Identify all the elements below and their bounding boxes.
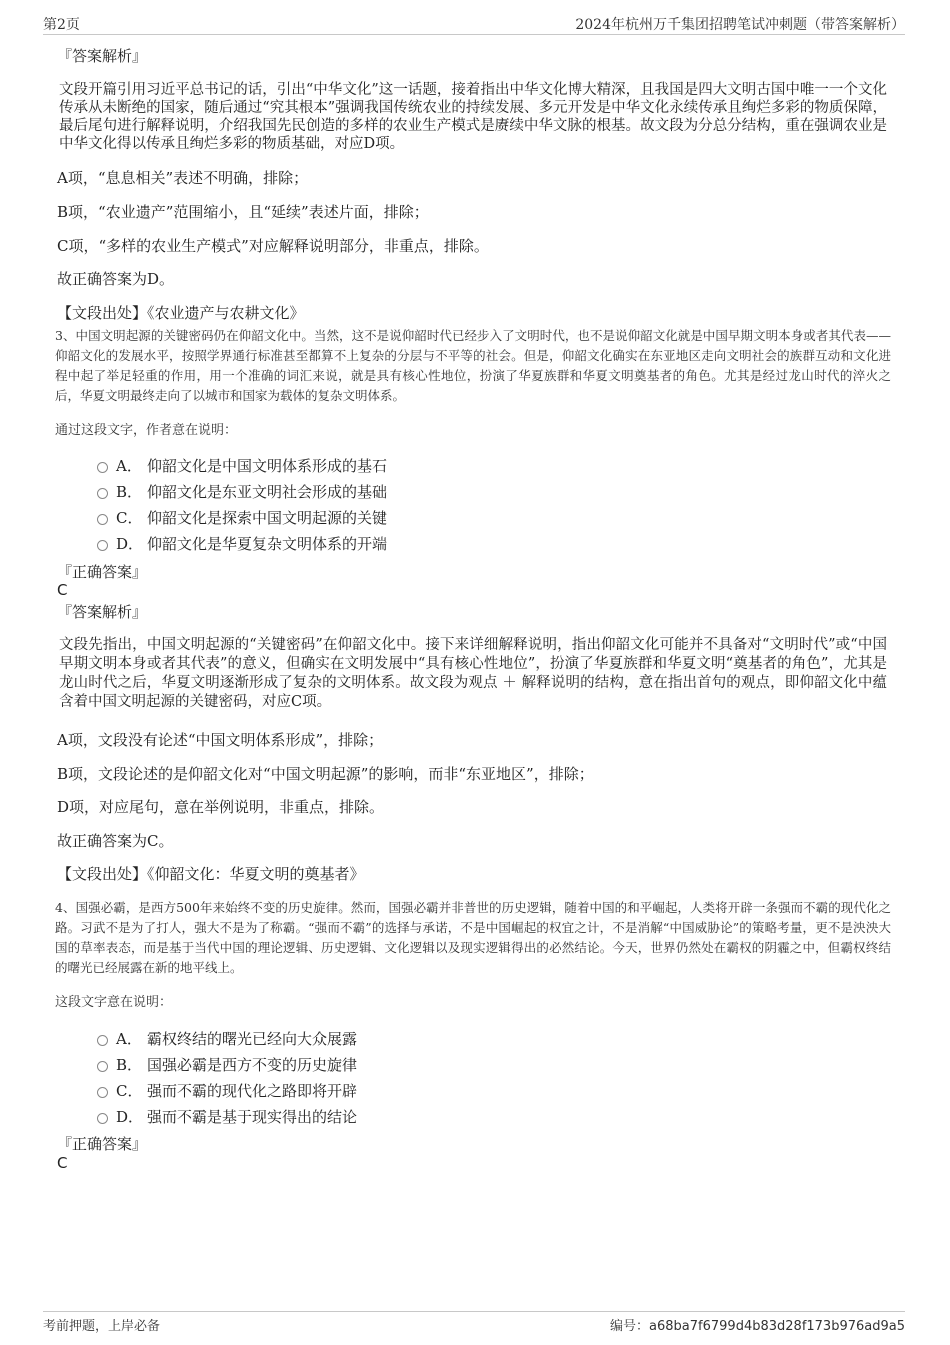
q3-option-c-text: 仰韶文化是探索中国文明起源的关键: [147, 509, 388, 527]
q3-option-b-label: B．: [116, 483, 143, 501]
page-footer: [43, 1311, 905, 1336]
q4-answer: C: [57, 1154, 68, 1172]
q2-source: 【文段出处】《农业遗产与农耕文化》: [57, 304, 305, 322]
document-id-label: 编号：: [610, 1319, 650, 1334]
footer-slogan: 考前押题，上岸必备: [43, 1319, 161, 1334]
radio-icon[interactable]: [97, 1035, 108, 1046]
q3-option-c-label: C．: [116, 509, 143, 527]
q4-prompt: 这段文字意在说明：: [55, 995, 173, 1010]
page-header: [43, 10, 905, 35]
q3-source: 【文段出处】《仰韶文化：华夏文明的奠基者》: [57, 865, 365, 883]
q3-option-a-label: A．: [116, 457, 142, 475]
q3-option-d-label: D．: [116, 535, 144, 553]
radio-icon[interactable]: [97, 1087, 108, 1098]
q4-option-b[interactable]: [97, 1054, 357, 1076]
q2-option-a-note: A项，“息息相关”表述不明确，排除；: [57, 169, 309, 187]
q3-option-d-note: D项，对应尾句，意在举例说明，非重点，排除。: [57, 798, 385, 816]
radio-icon[interactable]: [97, 1113, 108, 1124]
q4-option-d-text: 强而不霸是基于现实得出的结论: [147, 1108, 358, 1126]
q3-prompt: 通过这段文字，作者意在说明：: [55, 423, 238, 438]
radio-icon[interactable]: [97, 540, 108, 551]
document-title: 2024年杭州万千集团招聘笔试冲刺题（带答案解析）: [575, 17, 905, 33]
q3-analysis: 文段先指出，中国文明起源的“关键密码”在仰韶文化中。接下来详细解释说明，指出仰韶文化可能并不具备对“文明时代”或“中国早期文明本身或者其代表”的意义，但确实在文明发展中“具有核心性地位”，扮演了华夏族群和华夏文明“奠基者的角色”，尤其是龙山时代之后，华夏文明逐渐形成了复杂的文明体系。故文段为观点 ＋ 解释说明的结构，意在指出首句的观点，即仰韶文化中蕴含着中国文明起源的关键密码，对应C项。: [59, 637, 887, 710]
q4-option-b-label: B．: [116, 1056, 143, 1074]
q3-option-d[interactable]: [97, 533, 387, 555]
q4-option-a-label: A．: [116, 1030, 142, 1048]
q4-option-d[interactable]: [97, 1106, 357, 1128]
q4-option-c-label: C．: [116, 1082, 143, 1100]
q4-option-a[interactable]: [97, 1028, 357, 1050]
document-id-value: a68ba7f6799d4b83d28f173b976ad9a5: [649, 1319, 905, 1334]
q4-question-text: 4、国强必霸，是西方500年来始终不变的历史旋律。然而，国强必霸并非普世的历史逻辑，随着中国的和平崛起，人类将开辟一条强而不霸的现代化之路。习武不是为了打人，强大不是为了称霸。“强而不霸”的选择与承诺，不是中国崛起的权宜之计，不是消解“中国威胁论”的策略考量，更不是泱泱大国的草率表态，而是基于当代中国的理论逻辑、历史逻辑、文化逻辑以及现实逻辑得出的必然结论。今天，世界仍然处在霸权的阴霾之中，但霸权终结的曙光已经展露在新的地平线上。: [55, 900, 891, 975]
q4-option-c-text: 强而不霸的现代化之路即将开辟: [147, 1082, 358, 1100]
q3-option-b-text: 仰韶文化是东亚文明社会形成的基础: [147, 483, 388, 501]
page-number: 第2页: [43, 17, 80, 33]
q3-answer-label: 『正确答案』: [57, 563, 148, 581]
q3-option-a-note: A项，文段没有论述“中国文明体系形成”，排除；: [57, 731, 384, 749]
q3-conclusion: 故正确答案为C。: [57, 832, 174, 850]
q4-option-c[interactable]: [97, 1080, 357, 1102]
q4-answer-label: 『正确答案』: [57, 1135, 148, 1153]
q2-analysis-label: 『答案解析』: [57, 47, 148, 65]
q3-answer: C: [57, 581, 68, 599]
q3-option-a[interactable]: [97, 455, 387, 477]
q4-option-a-text: 霸权终结的曙光已经向大众展露: [147, 1030, 358, 1048]
q3-option-d-text: 仰韶文化是华夏复杂文明体系的开端: [147, 535, 388, 553]
radio-icon[interactable]: [97, 462, 108, 473]
radio-icon[interactable]: [97, 514, 108, 525]
q3-analysis-label: 『答案解析』: [57, 603, 148, 621]
q2-analysis: 文段开篇引用习近平总书记的话，引出“中华文化”这一话题，接着指出中华文化博大精深，且我国是四大文明古国中唯一一个文化传承从未断绝的国家，随后通过“究其根本”强调我国传统农业的持续发展、多元开发是中华文化永续传承且绚烂多彩的物质保障，最后尾句进行解释说明，介绍我国先民创造的多样的农业生产模式是赓续中华文脉的根基。故文段为分总分结构，重在强调农业是中华文化得以传承且绚烂多彩的物质基础，对应D项。: [59, 82, 887, 152]
q3-option-c[interactable]: [97, 507, 387, 529]
q3-option-a-text: 仰韶文化是中国文明体系形成的基石: [147, 457, 388, 475]
radio-icon[interactable]: [97, 1061, 108, 1072]
q3-option-b[interactable]: [97, 481, 387, 503]
q2-option-c-note: C项，“多样的农业生产模式”对应解释说明部分，非重点，排除。: [57, 237, 489, 255]
q3-question-text: 3、中国文明起源的关键密码仍在仰韶文化中。当然，这不是说仰韶时代已经步入了文明时代，也不是说仰韶文化就是中国早期文明本身或者其代表——仰韶文化的发展水平，按照学界通行标准甚至都算不上复杂的分层与不平等的社会。但是，仰韶文化确实在东亚地区走向文明社会的族群互动和文化进程中起了举足轻重的作用，用一个准确的词汇来说，就是具有核心性地位，扮演了华夏族群和华夏文明奠基者的角色。尤其是经过龙山时代的淬火之后，华夏文明最终走向了以城市和国家为载体的复杂文明体系。: [55, 328, 891, 403]
q3-option-b-note: B项，文段论述的是仰韶文化对“中国文明起源”的影响，而非“东亚地区”，排除；: [57, 765, 594, 783]
q4-option-d-label: D．: [116, 1108, 144, 1126]
q2-conclusion: 故正确答案为D。: [57, 270, 175, 288]
q2-option-b-note: B项，“农业遗产”范围缩小，且“延续”表述片面，排除；: [57, 203, 429, 221]
document-id: [610, 1315, 905, 1334]
radio-icon[interactable]: [97, 488, 108, 499]
q4-option-b-text: 国强必霸是西方不变的历史旋律: [147, 1056, 358, 1074]
